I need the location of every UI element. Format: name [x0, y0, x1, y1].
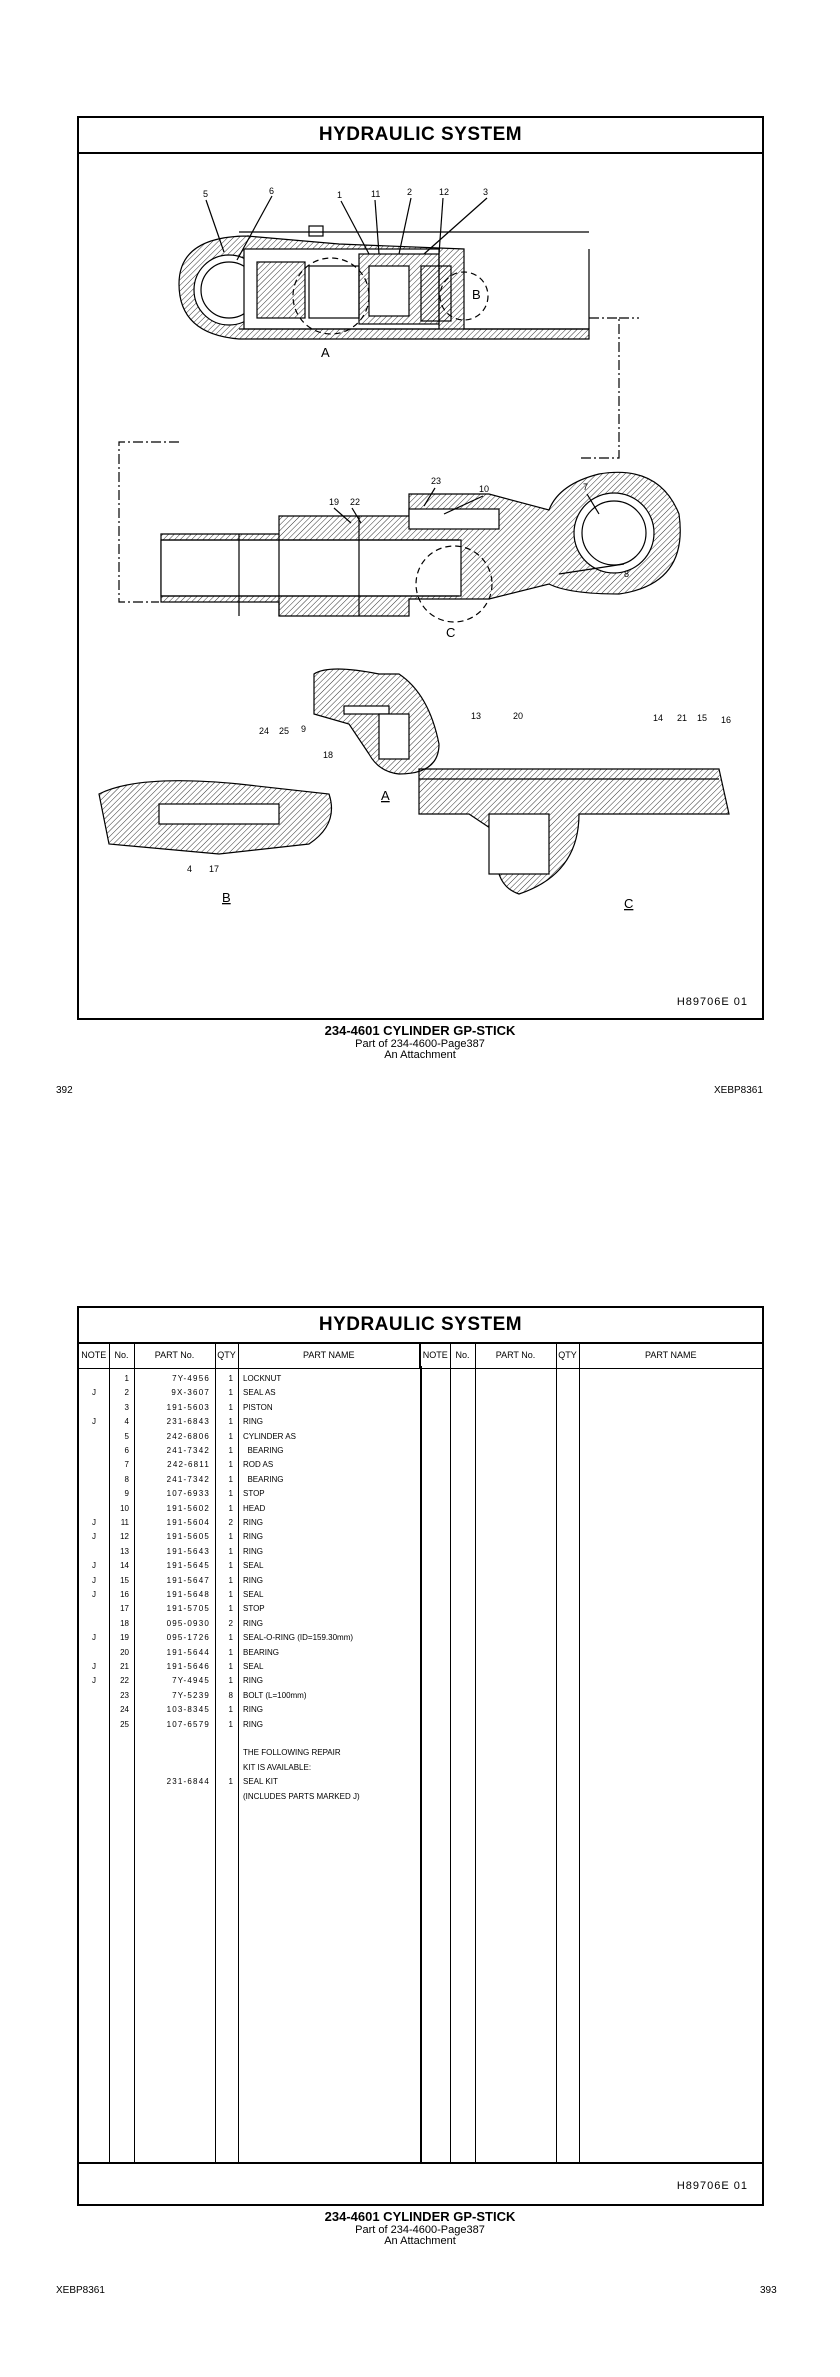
row-note: J: [92, 1633, 96, 1643]
row-part-no: 242-6811: [167, 1460, 210, 1470]
row-item-no: 1: [124, 1374, 129, 1383]
page-title: HYDRAULIC SYSTEM: [79, 1308, 762, 1344]
page-number-right: 393: [760, 2285, 777, 2296]
row-part-no: 191-5605: [166, 1532, 210, 1542]
callout-14: 14: [653, 713, 664, 723]
kit-qty: 1: [228, 1777, 233, 1787]
row-part-name: BEARING: [243, 1446, 284, 1455]
detail-label-c: C: [624, 896, 634, 911]
row-note: [79, 1372, 109, 1386]
row-item-no: 19: [120, 1633, 129, 1643]
parts-table-header: [79, 1342, 762, 1369]
callout-18: 18: [323, 750, 334, 760]
detail-marker-a: A: [321, 345, 330, 360]
row-part-name: CYLINDER AS: [243, 1431, 296, 1441]
row-qty: 1: [228, 1489, 233, 1499]
row-note: J: [92, 1532, 96, 1542]
detail-marker-c: C: [446, 625, 456, 640]
row-note: [79, 1458, 109, 1472]
callout-16: 16: [721, 715, 732, 725]
callout-10: 10: [479, 484, 490, 494]
row-note: J: [92, 1590, 96, 1599]
row-note: [79, 1487, 109, 1501]
row-item-no: 17: [120, 1604, 129, 1614]
row-item-no: 23: [120, 1690, 129, 1700]
row-item-no: 3: [124, 1402, 129, 1412]
callout-23: 23: [431, 476, 442, 486]
row-part-name: ROD AS: [243, 1460, 274, 1470]
caption-title-2: 234-4601 CYLINDER GP-STICK: [324, 2209, 516, 2224]
doc-code-left: XEBP8361: [56, 2285, 105, 2296]
row-note: J: [92, 1676, 96, 1686]
row-part-no: 095-1726: [166, 1633, 210, 1643]
header-note: NOTE: [79, 1342, 109, 1369]
row-item-no: 5: [124, 1431, 129, 1441]
header-qty-2: QTY: [556, 1342, 579, 1369]
row-note: J: [92, 1575, 96, 1585]
row-note: J: [92, 1662, 96, 1671]
row-item-no: 21: [120, 1662, 129, 1671]
row-item-no: 10: [120, 1503, 129, 1513]
row-qty: 1: [228, 1532, 233, 1542]
row-part-name: RING: [243, 1676, 263, 1686]
row-note: J: [92, 1417, 96, 1427]
callout-24: 24: [259, 726, 270, 736]
detail-marker-b: B: [472, 287, 481, 302]
row-part-no: 103-8345: [166, 1705, 210, 1715]
row-part-no: 191-5644: [166, 1647, 210, 1657]
row-qty: 1: [228, 1719, 233, 1729]
row-part-no: 191-5604: [166, 1518, 210, 1527]
row-part-no: 095-0930: [166, 1618, 210, 1628]
header-qty: QTY: [215, 1342, 238, 1369]
detail-label-b: B: [222, 890, 231, 905]
callout-17: 17: [209, 864, 220, 874]
row-qty: 1: [228, 1546, 233, 1556]
row-item-no: 4: [124, 1417, 129, 1427]
parts-list-frame: [77, 1306, 764, 2206]
row-part-name: SEAL AS: [243, 1388, 276, 1398]
page-number-left: 392: [56, 1085, 73, 1096]
callout-3: 3: [483, 187, 489, 197]
row-item-no: 11: [120, 1518, 129, 1527]
header-note-2: NOTE: [420, 1342, 450, 1369]
header-part-no-2: PART No.: [475, 1342, 556, 1369]
row-part-no: 242-6806: [166, 1431, 210, 1441]
row-part-name: RING: [243, 1575, 263, 1585]
row-item-no: 18: [120, 1618, 129, 1628]
row-qty: 1: [228, 1575, 233, 1585]
callout-22: 22: [350, 497, 361, 507]
doc-code-right: XEBP8361: [714, 1085, 763, 1096]
row-qty: 1: [228, 1417, 233, 1427]
row-part-no: 191-5705: [166, 1604, 210, 1614]
caption-title: 234-4601 CYLINDER GP-STICK: [324, 1023, 516, 1038]
row-part-name: SEAL: [243, 1561, 264, 1571]
caption-attachment: An Attachment: [384, 1049, 456, 1061]
callout-20: 20: [513, 711, 524, 721]
row-qty: 1: [228, 1503, 233, 1513]
row-note: [79, 1646, 109, 1660]
header-no-2: No.: [450, 1342, 475, 1369]
callout-25: 25: [279, 726, 290, 736]
cylinder-exploded-diagram: [79, 154, 762, 1020]
row-item-no: 7: [124, 1460, 129, 1470]
row-item-no: 2: [124, 1388, 129, 1398]
row-note: [79, 1430, 109, 1444]
row-item-no: 24: [120, 1705, 129, 1715]
row-qty: 1: [228, 1633, 233, 1643]
row-part-name: STOP: [243, 1489, 265, 1499]
kit-part-no: 231-6844: [166, 1777, 210, 1787]
row-qty: 1: [228, 1460, 233, 1470]
row-item-no: 16: [120, 1590, 129, 1599]
illustration-frame: [77, 116, 764, 1020]
row-item-no: 6: [124, 1446, 129, 1455]
row-part-name: PISTON: [243, 1402, 273, 1412]
repair-note-line1: THE FOLLOWING REPAIR: [243, 1748, 341, 1758]
row-part-name: BEARING: [243, 1647, 280, 1657]
row-item-no: 12: [120, 1532, 129, 1542]
row-part-name: LOCKNUT: [243, 1374, 282, 1383]
row-qty: 1: [228, 1474, 233, 1484]
row-item-no: 25: [120, 1719, 129, 1729]
row-part-name: STOP: [243, 1604, 265, 1614]
row-qty: 1: [228, 1662, 233, 1671]
callout-1: 1: [337, 190, 343, 200]
row-qty: 1: [228, 1446, 233, 1455]
row-part-name: SEAL: [243, 1590, 264, 1599]
row-part-no: 191-5602: [166, 1503, 210, 1513]
callout-13: 13: [471, 711, 482, 721]
callout-21: 21: [677, 713, 688, 723]
row-qty: 1: [228, 1374, 233, 1383]
drawing-code: H89706E 01: [676, 2180, 748, 2192]
row-part-no: 191-5648: [166, 1590, 210, 1599]
row-qty: 1: [228, 1402, 233, 1412]
row-item-no: 8: [124, 1474, 129, 1484]
row-note: [79, 1502, 109, 1516]
row-qty: 8: [228, 1690, 233, 1700]
callout-5: 5: [203, 189, 209, 199]
row-part-no: 7Y-5239: [172, 1690, 210, 1700]
row-part-no: 191-5603: [166, 1402, 210, 1412]
callout-15: 15: [697, 713, 708, 723]
row-qty: 1: [228, 1431, 233, 1441]
row-part-name: RING: [243, 1618, 263, 1628]
row-note: [79, 1444, 109, 1458]
kit-note: (INCLUDES PARTS MARKED J): [243, 1791, 360, 1801]
row-part-name: RING: [243, 1518, 263, 1527]
page-title: HYDRAULIC SYSTEM: [79, 118, 762, 154]
row-item-no: 9: [124, 1489, 129, 1499]
row-item-no: 13: [120, 1546, 129, 1556]
callout-7: 7: [583, 482, 589, 492]
row-part-name: RING: [243, 1546, 263, 1556]
row-item-no: 20: [120, 1647, 129, 1657]
row-note: [79, 1617, 109, 1631]
callout-2: 2: [407, 187, 413, 197]
row-part-no: 191-5643: [166, 1546, 210, 1556]
header-part-name-2: PART NAME: [579, 1342, 762, 1369]
row-part-no: 191-5645: [166, 1561, 210, 1571]
callout-6: 6: [269, 186, 275, 196]
row-part-name: RING: [243, 1417, 263, 1427]
row-note: [79, 1545, 109, 1559]
caption-attachment-2: An Attachment: [384, 2235, 456, 2247]
row-qty: 1: [228, 1388, 233, 1398]
row-item-no: 22: [120, 1676, 129, 1686]
parts-rows: [79, 1372, 420, 2172]
row-part-name: RING: [243, 1719, 263, 1729]
row-note: [79, 1401, 109, 1415]
row-qty: 1: [228, 1590, 233, 1599]
row-qty: 1: [228, 1676, 233, 1686]
header-no: No.: [109, 1342, 134, 1369]
row-part-no: 7Y-4956: [172, 1374, 210, 1383]
row-part-no: 241-7342: [166, 1474, 210, 1484]
row-item-no: 15: [120, 1575, 129, 1585]
repair-note-line2: KIT IS AVAILABLE:: [243, 1762, 312, 1772]
row-part-name: RING: [243, 1705, 263, 1715]
callout-8: 8: [624, 569, 630, 579]
row-part-no: 191-5646: [166, 1662, 210, 1671]
callout-19: 19: [329, 497, 340, 507]
header-part-no: PART No.: [134, 1342, 215, 1369]
row-part-no: 7Y-4945: [172, 1676, 210, 1686]
caption-part-of-2: Part of 234-4600-Page387: [355, 2224, 485, 2236]
row-note: [79, 1718, 109, 1732]
row-part-name: RING: [243, 1532, 263, 1542]
detail-label-a: A: [381, 788, 390, 803]
row-note: J: [92, 1561, 96, 1571]
row-part-name: BEARING: [243, 1474, 284, 1484]
header-part-name: PART NAME: [238, 1342, 420, 1369]
row-item-no: 14: [120, 1561, 129, 1571]
row-qty: 1: [228, 1604, 233, 1614]
row-note: J: [92, 1388, 96, 1398]
drawing-code: H89706E 01: [676, 996, 748, 1008]
row-note: [79, 1689, 109, 1703]
row-part-name: SEAL: [243, 1662, 264, 1671]
caption-part-of: Part of 234-4600-Page387: [355, 1038, 485, 1050]
row-part-no: 231-6843: [166, 1417, 210, 1427]
row-qty: 2: [228, 1518, 233, 1527]
row-note: [79, 1602, 109, 1616]
row-part-name: SEAL-O-RING (ID=159.30mm): [243, 1633, 354, 1643]
callout-12: 12: [439, 187, 450, 197]
callout-9: 9: [301, 724, 307, 734]
row-part-no: 107-6579: [166, 1719, 210, 1729]
row-note: [79, 1703, 109, 1717]
row-part-no: 107-6933: [166, 1489, 210, 1499]
callout-4: 4: [187, 864, 193, 874]
row-part-no: 191-5647: [166, 1575, 210, 1585]
row-qty: 1: [228, 1705, 233, 1715]
row-part-name: BOLT (L=100mm): [243, 1690, 307, 1700]
row-qty: 1: [228, 1561, 233, 1571]
kit-name: SEAL KIT: [243, 1777, 278, 1787]
row-part-no: 241-7342: [166, 1446, 210, 1455]
callout-11: 11: [371, 189, 381, 199]
row-qty: 2: [228, 1618, 233, 1628]
row-note: [79, 1473, 109, 1487]
row-part-name: HEAD: [243, 1503, 266, 1513]
row-part-no: 9X-3607: [171, 1388, 210, 1398]
row-note: J: [92, 1518, 96, 1527]
row-qty: 1: [228, 1647, 233, 1657]
